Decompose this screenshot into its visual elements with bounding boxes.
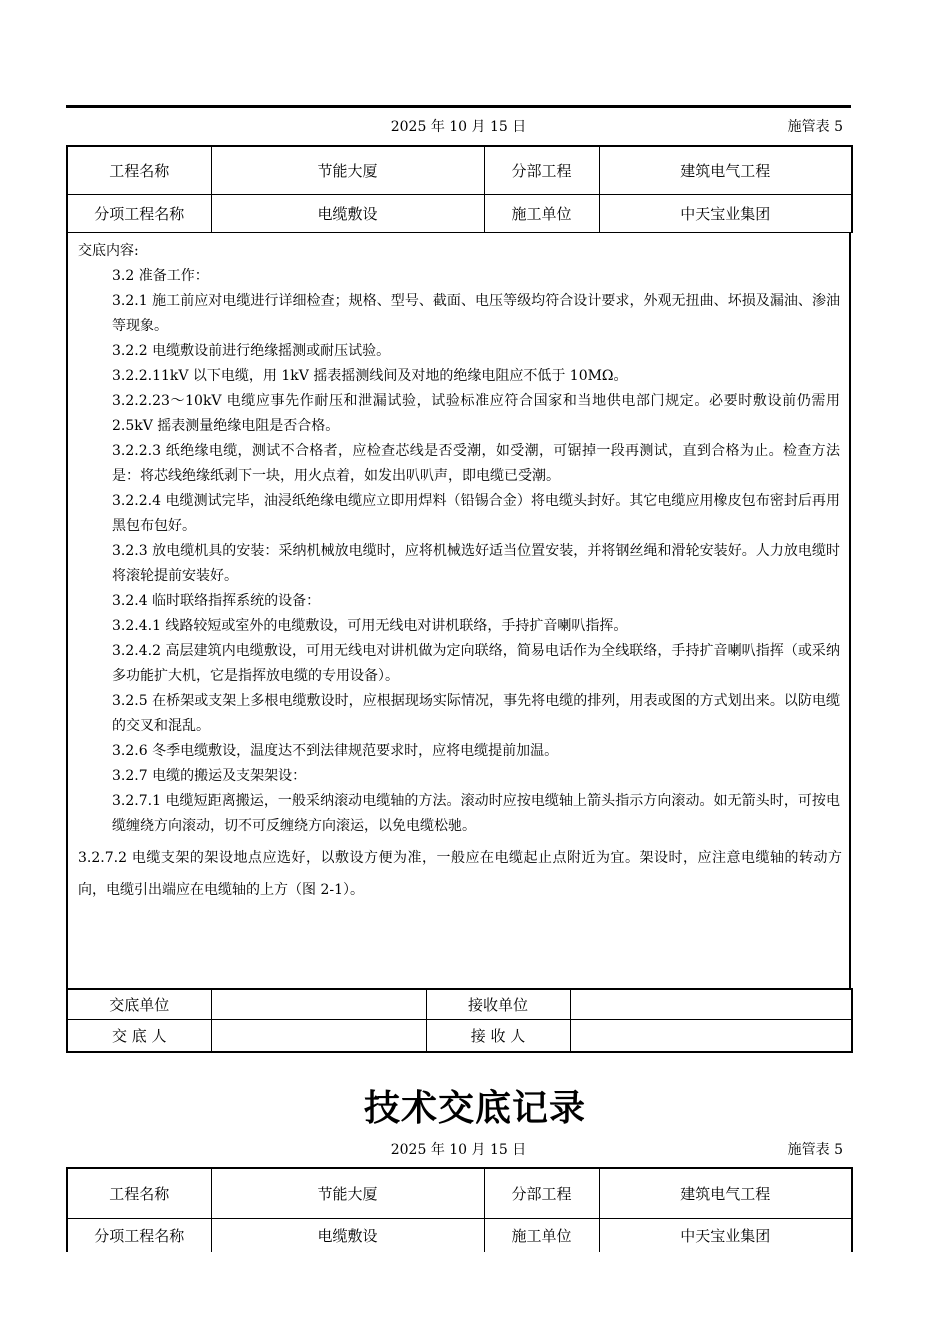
- giver-person-label: 交 底 人: [67, 1019, 211, 1052]
- giver-unit-label: 交底单位: [67, 989, 211, 1019]
- info-row-project-2: [67, 1168, 852, 1218]
- info-table: [66, 145, 853, 233]
- header-date: 2025 年 10 月 15 日: [390, 119, 527, 135]
- content-paragraph: 3.2.2.3 纸绝缘电缆，测试不合格者，应检查芯线是否受潮，如受潮，可锯掉一段再测试，直到合格为止。检查方法是：将芯线绝缘纸剥下一块，用火点着，如发出叭叭声，即电缆已受潮。: [112, 443, 840, 484]
- header-meta-2: [66, 1139, 851, 1159]
- disclosure-content: [66, 232, 851, 988]
- receiver-person-label: 接 收 人: [426, 1019, 570, 1052]
- project-name-value-2: 节能大厦: [211, 1168, 484, 1218]
- contractor-label-2: 施工单位: [484, 1218, 599, 1252]
- receiver-unit-value: [570, 989, 852, 1019]
- subitem-value: 电缆敷设: [211, 194, 484, 232]
- content-paragraph: 3.2.1 施工前应对电缆进行详细检查；规格、型号、截面、电压等级均符合设计要求，外观无扭曲、坏损及漏油、渗油等现象。: [112, 293, 840, 334]
- info-row-subitem-2: [67, 1218, 852, 1252]
- giver-unit-value: [211, 989, 426, 1019]
- content-paragraph: 3.2.6 冬季电缆敷设，温度达不到法律规范要求时，应将电缆提前加温。: [112, 743, 559, 759]
- info-row-subitem: [67, 194, 852, 232]
- form-number: 施管表 5: [787, 119, 843, 135]
- sign-table: [66, 988, 853, 1053]
- content-paragraph: 3.2.2 电缆敷设前进行绝缘摇测或耐压试验。: [112, 343, 391, 359]
- project-name-label: 工程名称: [67, 146, 211, 194]
- content-paragraph: 3.2.2.11kV 以下电缆，用 1kV 摇表摇测线间及对地的绝缘电阻应不低于 10MΩ。: [112, 368, 628, 384]
- content-paragraph: 3.2.2.23～10kV 电缆应事先作耐压和泄漏试验，试验标准应符合国家和当地供电部门规定。必要时敷设前仍需用 2.5kV 摇表测量绝缘电阻是否合格。: [112, 393, 840, 434]
- sign-row-person: [67, 1019, 852, 1052]
- project-name-value: 节能大厦: [211, 146, 484, 194]
- content-paragraph: 3.2.4.1 线路较短或室外的电缆敷设，可用无线电对讲机联络，手持扩音喇叭指挥。: [112, 618, 628, 634]
- receiver-unit-label: 接收单位: [426, 989, 570, 1019]
- content-paragraph-last: 3.2.7.2 电缆支架的架设地点应选好，以敷设方便为准，一般应在电缆起止点附近为宜。架设时，应注意电缆轴的转动方向，电缆引出端应在电缆轴的上方（图 2-1）。: [78, 850, 842, 898]
- content-paragraph: 3.2.3 放电缆机具的安装：采纳机械放电缆时，应将机械选好适当位置安装，并将钢丝绳和滑轮安装好。人力放电缆时将滚轮提前安装好。: [112, 543, 840, 584]
- header-meta: [66, 116, 851, 136]
- content-heading: 交底内容:: [78, 243, 139, 259]
- top-rule: [66, 105, 851, 108]
- content-paragraph: 3.2.4 临时联络指挥系统的设备：: [112, 593, 321, 609]
- project-name-label-2: 工程名称: [67, 1168, 211, 1218]
- division-label-2: 分部工程: [484, 1168, 599, 1218]
- info-row-project: [67, 146, 852, 194]
- contractor-value: 中天宝业集团: [599, 194, 852, 232]
- page-title: 技术交底记录: [363, 1088, 586, 1129]
- sign-row-unit: [67, 989, 852, 1019]
- info-table-2: [66, 1167, 853, 1252]
- content-paragraph: 3.2.2.4 电缆测试完毕，油浸纸绝缘电缆应立即用焊料（铅锡合金）将电缆头封好。其它电缆应用橡皮包布密封后再用黑包布包好。: [112, 493, 840, 534]
- giver-person-value: [211, 1019, 426, 1052]
- form-number-2: 施管表 5: [787, 1142, 843, 1158]
- content-paragraph: 3.2.5 在桥架或支架上多根电缆敷设时，应根据现场实际情况，事先将电缆的排列，用表或图的方式划出来。以防电缆的交叉和混乱。: [112, 693, 840, 734]
- receiver-person-value: [570, 1019, 852, 1052]
- division-value: 建筑电气工程: [599, 146, 852, 194]
- content-paragraph: 3.2.7.1 电缆短距离搬运，一般采纳滚动电缆轴的方法。滚动时应按电缆轴上箭头指示方向滚动。如无箭头时，可按电缆缠绕方向滚动，切不可反缠绕方向滚运，以免电缆松驰。: [112, 793, 840, 834]
- subitem-label: 分项工程名称: [67, 194, 211, 232]
- content-paragraph: 3.2 准备工作：: [112, 268, 209, 284]
- division-label: 分部工程: [484, 146, 599, 194]
- subitem-label-2: 分项工程名称: [67, 1218, 211, 1252]
- contractor-label: 施工单位: [484, 194, 599, 232]
- contractor-value-2: 中天宝业集团: [599, 1218, 852, 1252]
- subitem-value-2: 电缆敷设: [211, 1218, 484, 1252]
- division-value-2: 建筑电气工程: [599, 1168, 852, 1218]
- header-date-2: 2025 年 10 月 15 日: [390, 1142, 527, 1158]
- content-paragraph: 3.2.4.2 高层建筑内电缆敷设，可用无线电对讲机做为定向联络，简易电话作为全线联络，手持扩音喇叭指挥（或采纳多功能扩大机，它是指挥放电缆的专用设备）。: [112, 643, 840, 684]
- content-paragraph: 3.2.7 电缆的搬运及支架架设：: [112, 768, 307, 784]
